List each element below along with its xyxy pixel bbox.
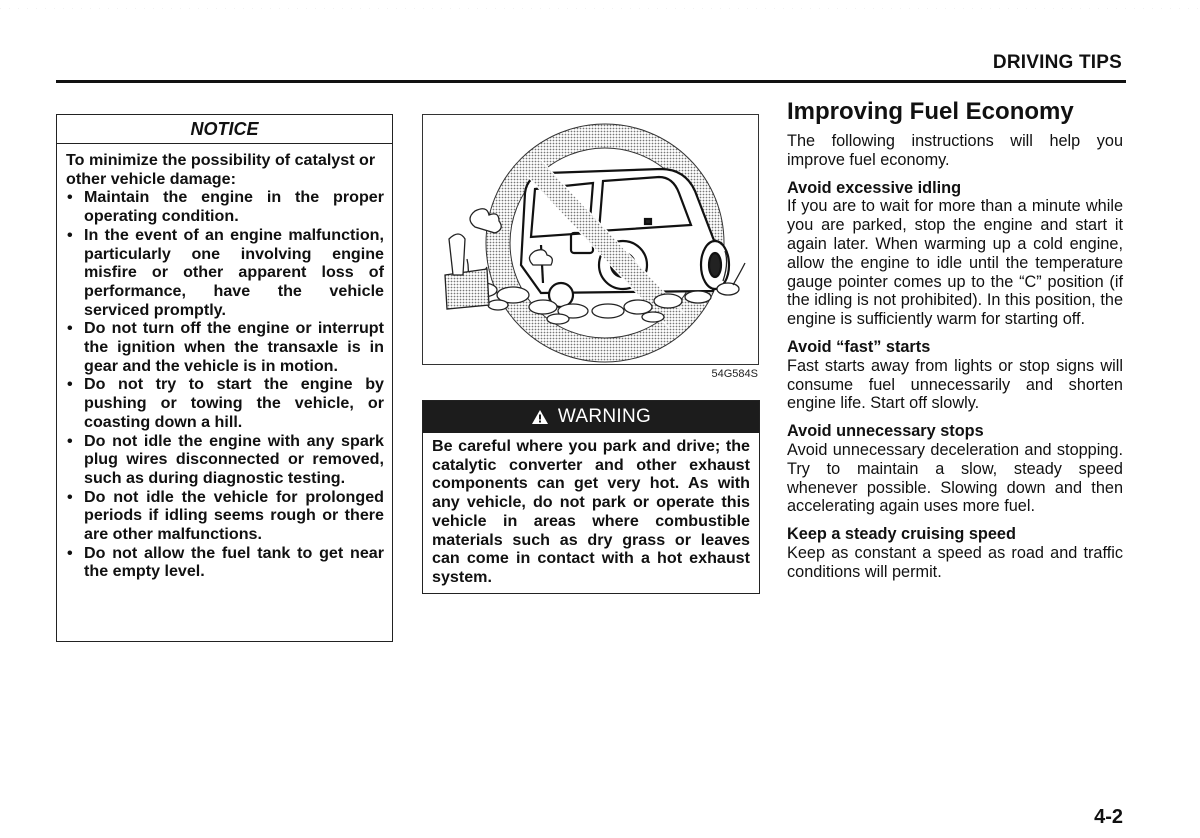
notice-item: • Do not try to start the engine by pushing or towing the vehicle, or coasting down a hill. — [66, 375, 384, 431]
notice-list — [66, 188, 384, 581]
prohibition-illustration — [423, 115, 760, 366]
fuel-economy-intro: The following instructions will help you improve fuel economy. — [787, 132, 1123, 169]
tip-text: Avoid unnecessary deceleration and stopping. Try to maintain a slow, steady speed whenever possible. Slowing down and then accelerating again uses more fuel. — [787, 440, 1123, 516]
tip-heading: Avoid “fast” starts — [787, 337, 931, 356]
warning-box — [422, 400, 760, 594]
figure-code: 54G584S — [711, 368, 758, 380]
warning-title: WARNING — [557, 406, 652, 427]
notice-box — [56, 114, 393, 642]
notice-item: • In the event of an engine malfunction, particularly one involving engine misfire or other apparent loss of performance, have the vehicle serviced promptly. — [66, 226, 384, 320]
tip-heading: Avoid unnecessary stops — [787, 422, 984, 441]
fuel-economy-section — [787, 98, 1123, 582]
warning-text: Be careful where you park and drive; the catalytic converter and other exhaust components can get very hot. As with any vehicle, do not park or operate this vehicle in areas where combustible materials such as dry grass or leaves can come in contact with a hot exhaust system. — [432, 437, 750, 586]
debris-pile — [445, 234, 489, 309]
fuel-economy-heading: Improving Fuel Economy — [787, 98, 1074, 125]
tip-heading: Avoid excessive idling — [787, 178, 962, 197]
scan-artifact — [0, 8, 1200, 14]
tip-text: Fast starts away from lights or stop signs will consume fuel unnecessarily and shorten engine life. Start off slowly. — [787, 356, 1123, 413]
notice-item: • Do not idle the vehicle for prolonged periods if idling seems rough or there are other malfunctions. — [66, 488, 384, 544]
header-rule — [56, 80, 1126, 83]
illustration-no-parking-on-grass — [422, 114, 759, 365]
tip-text: Keep as constant a speed as road and traffic conditions will permit. — [787, 543, 1123, 581]
notice-intro: To minimize the possibility of catalyst or other vehicle damage: — [66, 151, 376, 188]
notice-item: • Do not turn off the engine or interrupt the ignition when the transaxle is in gear and the vehicle is in motion. — [66, 319, 384, 375]
notice-title: NOTICE — [57, 115, 392, 144]
tip-heading: Keep a steady cruising speed — [787, 525, 1016, 544]
warning-header — [423, 401, 759, 433]
tip-text: If you are to wait for more than a minute while you are parked, stop the engine and start it again later. When warming up a cold engine, allow the engine to idle until the temperature gauge pointer comes up to the “C” position (if the idling is not prohibited). In this position, the engine is sufficiently warm for starting off. — [787, 197, 1123, 329]
warning-triangle-icon — [531, 409, 549, 425]
section-title: DRIVING TIPS — [992, 52, 1122, 73]
notice-item: • Maintain the engine in the proper operating condition. — [66, 188, 384, 225]
notice-item: • Do not idle the engine with any spark plug wires disconnected or removed, such as during diagnostic testing. — [66, 432, 384, 488]
notice-body — [57, 144, 392, 581]
page-number: 4-2 — [1094, 806, 1123, 828]
notice-item: • Do not allow the fuel tank to get near the empty level. — [66, 544, 384, 581]
